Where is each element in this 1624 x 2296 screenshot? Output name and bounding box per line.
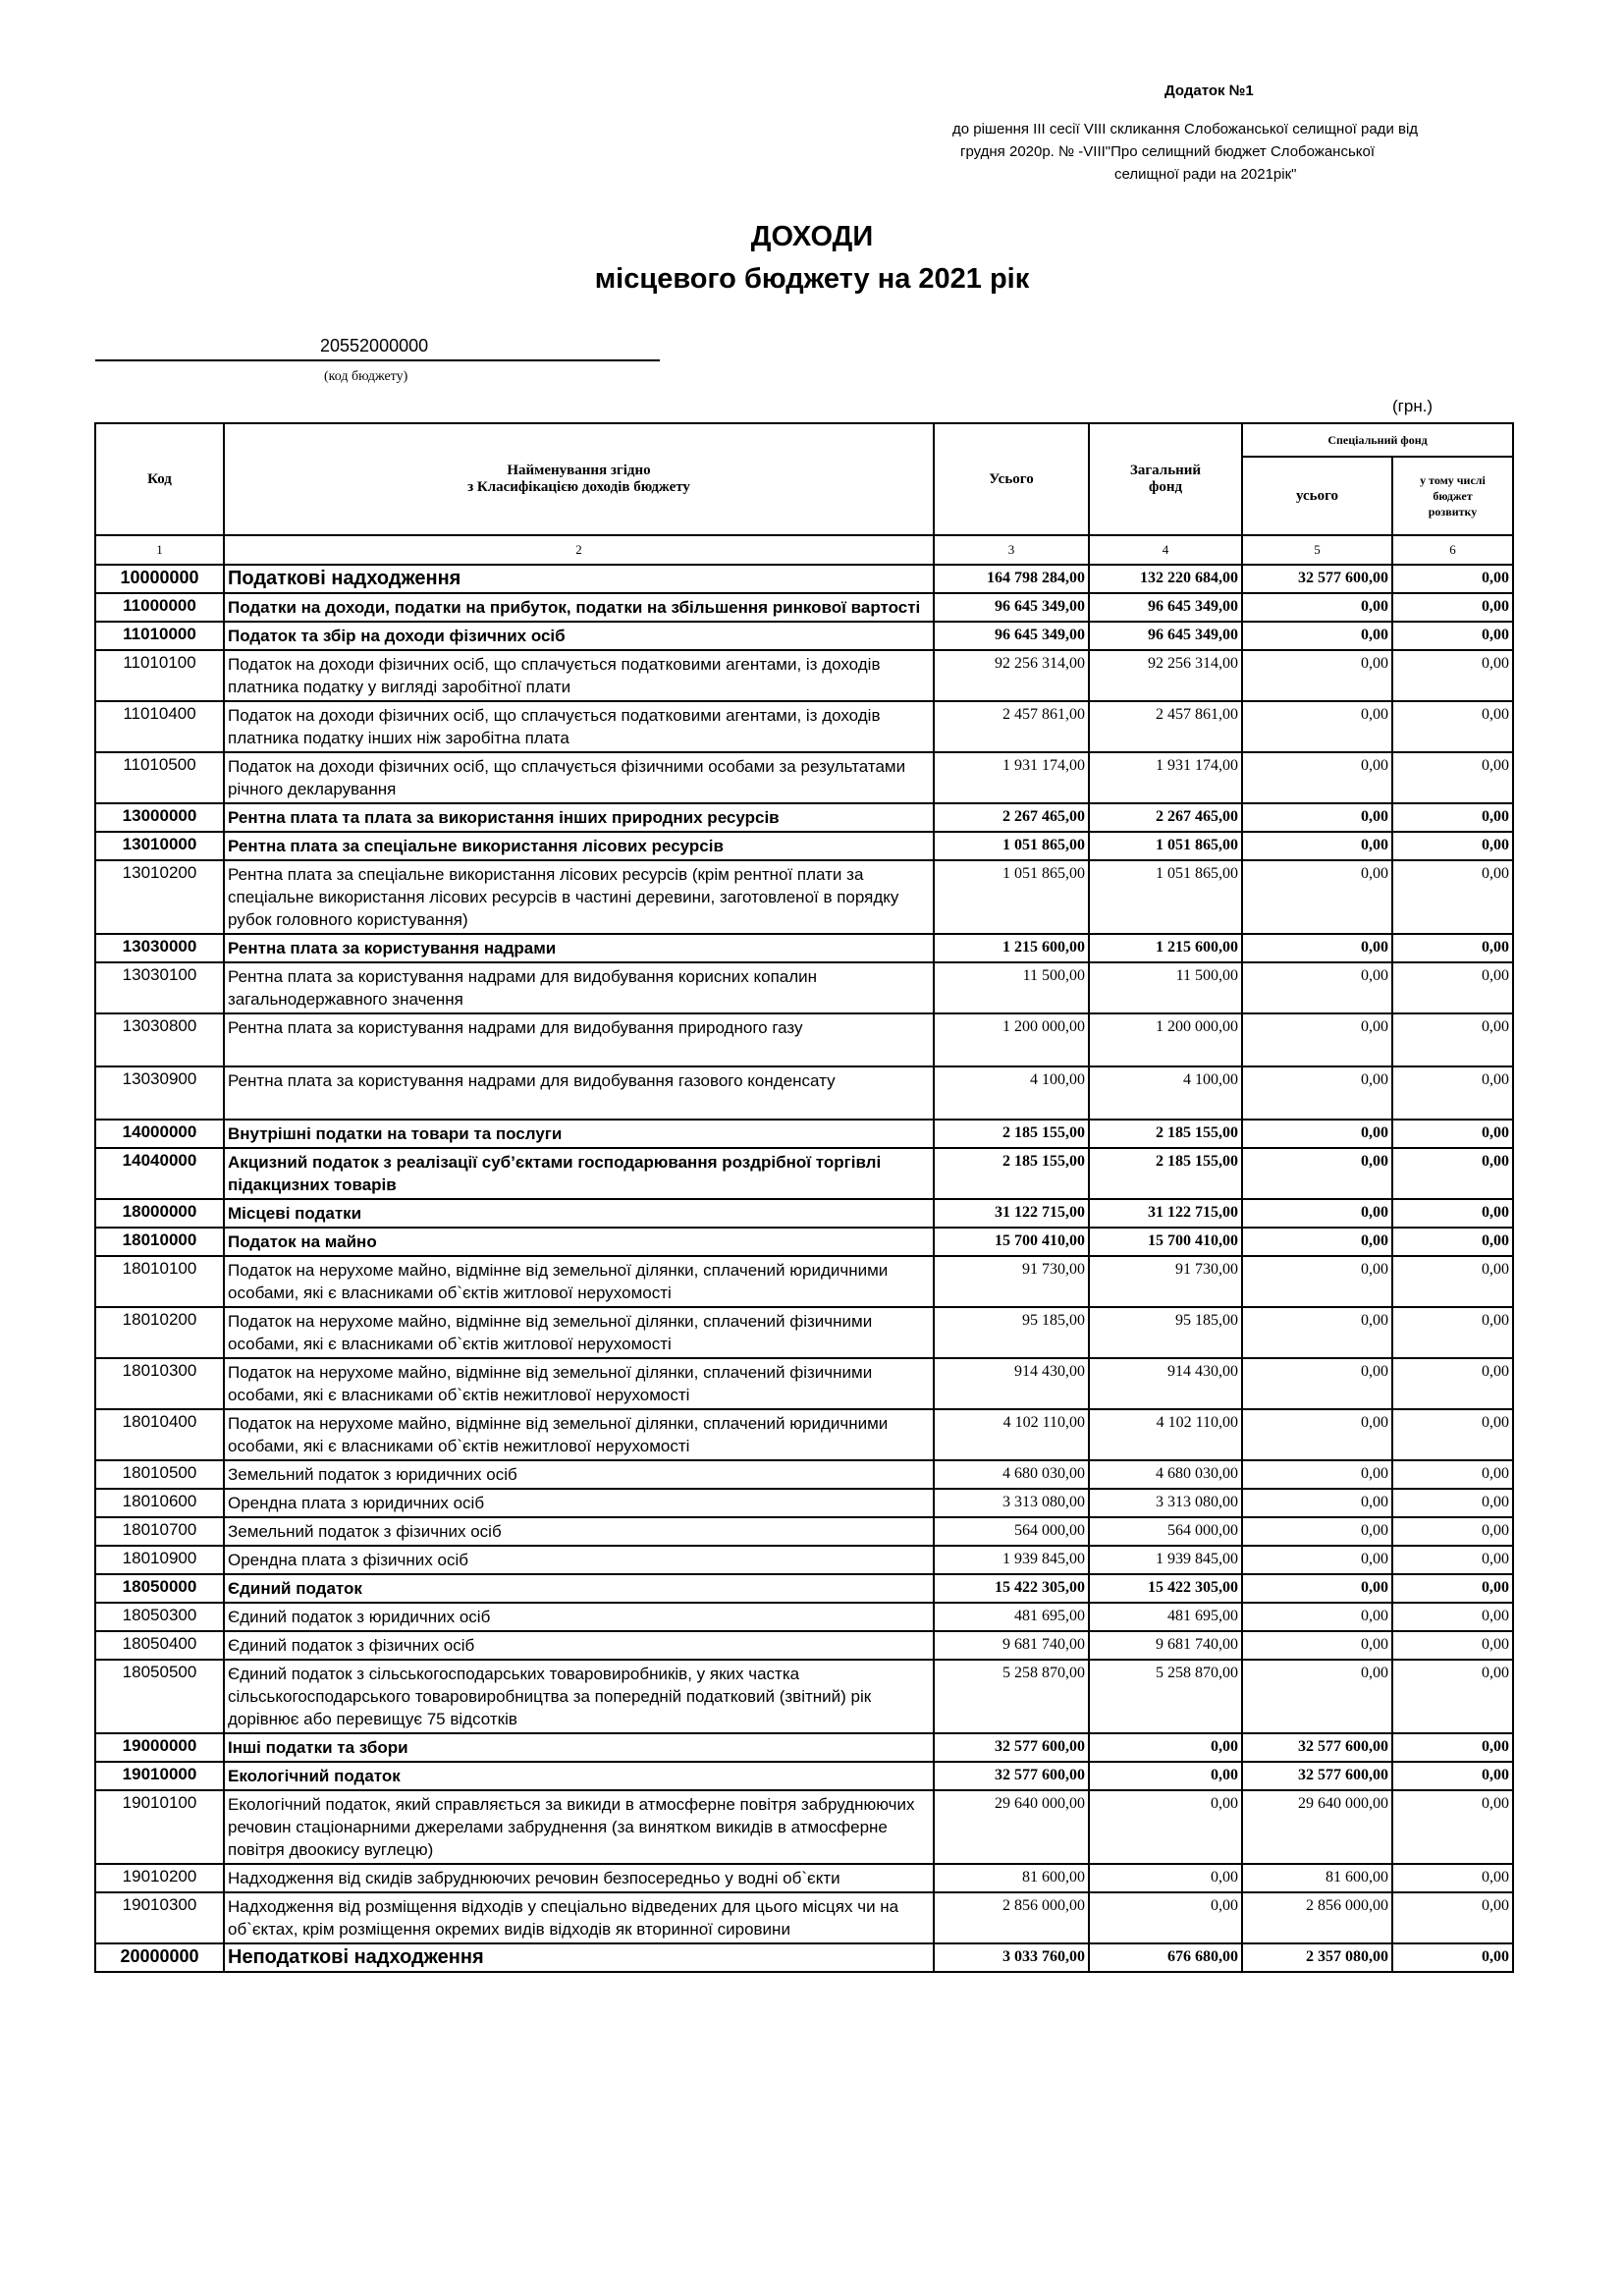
row-total: 29 640 000,00	[934, 1790, 1089, 1864]
row-code: 18010700	[95, 1517, 224, 1546]
column-number: 2	[224, 535, 934, 565]
row-development-budget: 0,00	[1392, 1517, 1513, 1546]
row-development-budget: 0,00	[1392, 650, 1513, 701]
row-total: 1 051 865,00	[934, 860, 1089, 934]
table-row	[95, 962, 1513, 1013]
table-row	[95, 622, 1513, 650]
row-special-fund: 0,00	[1242, 1307, 1392, 1358]
row-name: Єдиний податок з фізичних осіб	[224, 1631, 934, 1660]
table-row	[95, 1199, 1513, 1228]
table-row	[95, 1892, 1513, 1943]
row-code: 13030800	[95, 1013, 224, 1066]
header-code: Код	[95, 423, 224, 535]
column-number: 6	[1392, 535, 1513, 565]
row-name: Земельний податок з юридичних осіб	[224, 1460, 934, 1489]
row-general-fund: 0,00	[1089, 1790, 1242, 1864]
row-name: Екологічний податок	[224, 1762, 934, 1790]
row-development-budget: 0,00	[1392, 565, 1513, 593]
row-development-budget: 0,00	[1392, 1358, 1513, 1409]
header-development-budget	[1392, 457, 1513, 535]
row-general-fund: 564 000,00	[1089, 1517, 1242, 1546]
row-name: Рентна плата за користування надрами для видобування корисних копалин загальнодержавного значення	[224, 962, 934, 1013]
row-special-fund: 0,00	[1242, 622, 1392, 650]
header-total: Усього	[934, 423, 1089, 535]
row-name: Податки на доходи, податки на прибуток, податки на збільшення ринкової вартості	[224, 593, 934, 622]
column-number: 4	[1089, 535, 1242, 565]
row-code: 18010400	[95, 1409, 224, 1460]
row-special-fund: 0,00	[1242, 1660, 1392, 1733]
row-special-fund: 32 577 600,00	[1242, 565, 1392, 593]
row-development-budget: 0,00	[1392, 1660, 1513, 1733]
row-special-fund: 2 357 080,00	[1242, 1943, 1392, 1972]
column-number: 5	[1242, 535, 1392, 565]
row-development-budget: 0,00	[1392, 1943, 1513, 1972]
row-development-budget: 0,00	[1392, 1631, 1513, 1660]
row-name: Податок та збір на доходи фізичних осіб	[224, 622, 934, 650]
row-name: Рентна плата за спеціальне використання лісових ресурсів	[224, 832, 934, 860]
row-name: Неподаткові надходження	[224, 1943, 934, 1972]
row-special-fund: 81 600,00	[1242, 1864, 1392, 1892]
row-development-budget: 0,00	[1392, 1489, 1513, 1517]
row-total: 4 680 030,00	[934, 1460, 1089, 1489]
table-row	[95, 860, 1513, 934]
row-general-fund: 676 680,00	[1089, 1943, 1242, 1972]
row-code: 18050300	[95, 1603, 224, 1631]
row-development-budget: 0,00	[1392, 1790, 1513, 1864]
row-special-fund: 0,00	[1242, 650, 1392, 701]
header-general-fund	[1089, 423, 1242, 535]
row-special-fund: 0,00	[1242, 860, 1392, 934]
row-general-fund: 4 102 110,00	[1089, 1409, 1242, 1460]
row-name: Рентна плата за користування надрами для видобування газового конденсату	[224, 1066, 934, 1120]
row-special-fund: 0,00	[1242, 1120, 1392, 1148]
row-development-budget: 0,00	[1392, 1307, 1513, 1358]
row-code: 14000000	[95, 1120, 224, 1148]
row-special-fund: 29 640 000,00	[1242, 1790, 1392, 1864]
row-name: Внутрішні податки на товари та послуги	[224, 1120, 934, 1148]
row-total: 11 500,00	[934, 962, 1089, 1013]
row-total: 32 577 600,00	[934, 1762, 1089, 1790]
row-total: 3 033 760,00	[934, 1943, 1089, 1972]
row-total: 95 185,00	[934, 1307, 1089, 1358]
row-general-fund: 1 931 174,00	[1089, 752, 1242, 803]
row-code: 18010100	[95, 1256, 224, 1307]
header-general-line: Загальний	[1129, 463, 1202, 478]
row-code: 14040000	[95, 1148, 224, 1199]
row-development-budget: 0,00	[1392, 1733, 1513, 1762]
row-general-fund: 1 051 865,00	[1089, 832, 1242, 860]
row-total: 1 939 845,00	[934, 1546, 1089, 1574]
row-code: 19010100	[95, 1790, 224, 1864]
row-special-fund: 0,00	[1242, 1066, 1392, 1120]
row-total: 1 200 000,00	[934, 1013, 1089, 1066]
row-total: 81 600,00	[934, 1864, 1089, 1892]
table-row	[95, 1790, 1513, 1864]
column-number: 1	[95, 535, 224, 565]
row-code: 18010000	[95, 1228, 224, 1256]
row-code: 13030000	[95, 934, 224, 962]
header-special-fund: Спеціальний фонд	[1242, 423, 1513, 457]
table-row	[95, 1256, 1513, 1307]
row-total: 2 457 861,00	[934, 701, 1089, 752]
table-row	[95, 1120, 1513, 1148]
table-row	[95, 1864, 1513, 1892]
row-general-fund: 96 645 349,00	[1089, 593, 1242, 622]
row-general-fund: 1 051 865,00	[1089, 860, 1242, 934]
row-total: 9 681 740,00	[934, 1631, 1089, 1660]
revenue-table	[94, 422, 1514, 1973]
document-title: ДОХОДИ	[750, 221, 874, 252]
row-general-fund: 0,00	[1089, 1892, 1242, 1943]
row-development-budget: 0,00	[1392, 1228, 1513, 1256]
row-name: Рентна плата за користування надрами для видобування природного газу	[224, 1013, 934, 1066]
row-general-fund: 1 939 845,00	[1089, 1546, 1242, 1574]
row-code: 18050000	[95, 1574, 224, 1603]
row-special-fund: 0,00	[1242, 1489, 1392, 1517]
row-development-budget: 0,00	[1392, 803, 1513, 832]
row-total: 32 577 600,00	[934, 1733, 1089, 1762]
row-total: 164 798 284,00	[934, 565, 1089, 593]
table-row	[95, 1460, 1513, 1489]
row-total: 914 430,00	[934, 1358, 1089, 1409]
header-dev-line: розвитку	[1428, 505, 1478, 519]
row-special-fund: 0,00	[1242, 1358, 1392, 1409]
row-development-budget: 0,00	[1392, 962, 1513, 1013]
table-row	[95, 1631, 1513, 1660]
row-code: 19010000	[95, 1762, 224, 1790]
row-name: Місцеві податки	[224, 1199, 934, 1228]
row-name: Земельний податок з фізичних осіб	[224, 1517, 934, 1546]
row-special-fund: 32 577 600,00	[1242, 1733, 1392, 1762]
row-name: Податок на нерухоме майно, відмінне від земельної ділянки, сплачений фізичними особами, які є власниками об`єктів нежитлової нерухомості	[224, 1358, 934, 1409]
row-name: Єдиний податок з юридичних осіб	[224, 1603, 934, 1631]
row-total: 2 267 465,00	[934, 803, 1089, 832]
row-special-fund: 0,00	[1242, 1603, 1392, 1631]
row-code: 13010200	[95, 860, 224, 934]
row-special-fund: 2 856 000,00	[1242, 1892, 1392, 1943]
header-name-line: Найменування згідно	[507, 463, 651, 478]
row-name: Податок на доходи фізичних осіб, що сплачується податковими агентами, із доходів платника податку у вигляді заробітної плати	[224, 650, 934, 701]
row-development-budget: 0,00	[1392, 1013, 1513, 1066]
budget-code: 20552000000	[320, 336, 429, 355]
table-row	[95, 1943, 1513, 1972]
row-total: 96 645 349,00	[934, 593, 1089, 622]
row-development-budget: 0,00	[1392, 1199, 1513, 1228]
row-code: 18010500	[95, 1460, 224, 1489]
row-code: 18010300	[95, 1358, 224, 1409]
header-name-line: з Класифікацією доходів бюджету	[467, 479, 690, 495]
table-row	[95, 1574, 1513, 1603]
row-general-fund: 2 185 155,00	[1089, 1148, 1242, 1199]
row-name: Податок на доходи фізичних осіб, що сплачується фізичними особами за результатами річного декларування	[224, 752, 934, 803]
table-row	[95, 1066, 1513, 1120]
table-row	[95, 650, 1513, 701]
row-development-budget: 0,00	[1392, 832, 1513, 860]
budget-code-caption: (код бюджету)	[324, 369, 408, 384]
row-development-budget: 0,00	[1392, 593, 1513, 622]
row-total: 4 100,00	[934, 1066, 1089, 1120]
row-total: 564 000,00	[934, 1517, 1089, 1546]
row-special-fund: 0,00	[1242, 1199, 1392, 1228]
row-development-budget: 0,00	[1392, 1892, 1513, 1943]
row-development-budget: 0,00	[1392, 1120, 1513, 1148]
row-general-fund: 15 422 305,00	[1089, 1574, 1242, 1603]
row-name: Податок на доходи фізичних осіб, що сплачується податковими агентами, із доходів платника податку інших ніж заробітна плата	[224, 701, 934, 752]
row-total: 4 102 110,00	[934, 1409, 1089, 1460]
table-row	[95, 593, 1513, 622]
row-development-budget: 0,00	[1392, 1864, 1513, 1892]
row-code: 18050500	[95, 1660, 224, 1733]
row-special-fund: 0,00	[1242, 593, 1392, 622]
row-general-fund: 914 430,00	[1089, 1358, 1242, 1409]
table-row	[95, 1013, 1513, 1066]
row-name: Єдиний податок з сільськогосподарських товаровиробників, у яких частка сільськогосподарського товаровиробництва за попередній податковий (звітний) рік дорівнює або перевищує 75 відсотків	[224, 1660, 934, 1733]
row-special-fund: 0,00	[1242, 1631, 1392, 1660]
row-special-fund: 0,00	[1242, 803, 1392, 832]
row-development-budget: 0,00	[1392, 1409, 1513, 1460]
row-general-fund: 132 220 684,00	[1089, 565, 1242, 593]
row-code: 18050400	[95, 1631, 224, 1660]
row-development-budget: 0,00	[1392, 1546, 1513, 1574]
row-name: Орендна плата з фізичних осіб	[224, 1546, 934, 1574]
row-general-fund: 3 313 080,00	[1089, 1489, 1242, 1517]
budget-code-underline	[95, 359, 660, 361]
row-special-fund: 0,00	[1242, 1409, 1392, 1460]
header-name	[224, 423, 934, 535]
table-row	[95, 1148, 1513, 1199]
row-special-fund: 0,00	[1242, 1574, 1392, 1603]
row-general-fund: 92 256 314,00	[1089, 650, 1242, 701]
table-row	[95, 1517, 1513, 1546]
table-row	[95, 803, 1513, 832]
row-total: 92 256 314,00	[934, 650, 1089, 701]
row-code: 11010500	[95, 752, 224, 803]
row-code: 11010400	[95, 701, 224, 752]
row-development-budget: 0,00	[1392, 622, 1513, 650]
row-general-fund: 91 730,00	[1089, 1256, 1242, 1307]
row-general-fund: 31 122 715,00	[1089, 1199, 1242, 1228]
row-code: 18010200	[95, 1307, 224, 1358]
row-code: 11000000	[95, 593, 224, 622]
row-code: 11010100	[95, 650, 224, 701]
row-general-fund: 2 267 465,00	[1089, 803, 1242, 832]
row-special-fund: 0,00	[1242, 1013, 1392, 1066]
row-special-fund: 0,00	[1242, 752, 1392, 803]
table-row	[95, 1546, 1513, 1574]
row-total: 1 215 600,00	[934, 934, 1089, 962]
row-special-fund: 0,00	[1242, 1460, 1392, 1489]
row-total: 5 258 870,00	[934, 1660, 1089, 1733]
table-row	[95, 832, 1513, 860]
row-code: 13030900	[95, 1066, 224, 1120]
row-special-fund: 0,00	[1242, 1228, 1392, 1256]
row-name: Рентна плата за користування надрами	[224, 934, 934, 962]
row-special-fund: 0,00	[1242, 1517, 1392, 1546]
decision-line: грудня 2020р. № -VIII"Про селищний бюджет Слобожанської	[960, 143, 1376, 160]
currency-unit: (грн.)	[1392, 397, 1434, 415]
row-development-budget: 0,00	[1392, 1066, 1513, 1120]
row-code: 19010300	[95, 1892, 224, 1943]
row-general-fund: 2 185 155,00	[1089, 1120, 1242, 1148]
column-number: 3	[934, 535, 1089, 565]
row-development-budget: 0,00	[1392, 701, 1513, 752]
row-name: Податок на нерухоме майно, відмінне від земельної ділянки, сплачений юридичними особами, які є власниками об`єктів житлової нерухомості	[224, 1256, 934, 1307]
row-total: 481 695,00	[934, 1603, 1089, 1631]
row-total: 1 051 865,00	[934, 832, 1089, 860]
annex-number: Додаток №1	[1164, 82, 1254, 99]
table-row	[95, 1307, 1513, 1358]
row-development-budget: 0,00	[1392, 1148, 1513, 1199]
table-row	[95, 1358, 1513, 1409]
row-name: Екологічний податок, який справляється за викиди в атмосферне повітря забруднюючих речовин стаціонарними джерелами забруднення (за винятком викидів в атмосферне повітря двоокису вуглецю)	[224, 1790, 934, 1864]
row-code: 18010600	[95, 1489, 224, 1517]
row-name: Орендна плата з юридичних осіб	[224, 1489, 934, 1517]
row-development-budget: 0,00	[1392, 1762, 1513, 1790]
row-code: 13010000	[95, 832, 224, 860]
row-name: Єдиний податок	[224, 1574, 934, 1603]
row-development-budget: 0,00	[1392, 860, 1513, 934]
table-row	[95, 1409, 1513, 1460]
table-row	[95, 1733, 1513, 1762]
row-total: 2 856 000,00	[934, 1892, 1089, 1943]
header-dev-line: бюджет	[1433, 489, 1473, 503]
row-total: 2 185 155,00	[934, 1148, 1089, 1199]
table-row	[95, 1228, 1513, 1256]
row-general-fund: 0,00	[1089, 1733, 1242, 1762]
row-total: 15 422 305,00	[934, 1574, 1089, 1603]
row-general-fund: 4 100,00	[1089, 1066, 1242, 1120]
table-row	[95, 1660, 1513, 1733]
row-general-fund: 15 700 410,00	[1089, 1228, 1242, 1256]
row-development-budget: 0,00	[1392, 1256, 1513, 1307]
decision-line: селищної ради на 2021рік"	[1114, 166, 1297, 183]
table-row	[95, 1603, 1513, 1631]
row-general-fund: 9 681 740,00	[1089, 1631, 1242, 1660]
row-general-fund: 1 215 600,00	[1089, 934, 1242, 962]
row-name: Податок на майно	[224, 1228, 934, 1256]
row-general-fund: 0,00	[1089, 1864, 1242, 1892]
row-name: Надходження від розміщення відходів у спеціально відведених для цього місцях чи на об`єктах, крім розміщення окремих видів відходів як вторинної сировини	[224, 1892, 934, 1943]
row-total: 2 185 155,00	[934, 1120, 1089, 1148]
row-name: Податок на нерухоме майно, відмінне від земельної ділянки, сплачений фізичними особами, які є власниками об`єктів житлової нерухомості	[224, 1307, 934, 1358]
row-code: 19010200	[95, 1864, 224, 1892]
row-name: Акцизний податок з реалізації суб’єктами господарювання роздрібної торгівлі підакцизних товарів	[224, 1148, 934, 1199]
decision-line: до рішення ІІІ сесії VIII скликання Слобожанської селищної ради від	[952, 121, 1419, 137]
header-dev-line: у тому числі	[1420, 473, 1486, 487]
row-code: 20000000	[95, 1943, 224, 1972]
row-total: 91 730,00	[934, 1256, 1089, 1307]
row-development-budget: 0,00	[1392, 752, 1513, 803]
row-development-budget: 0,00	[1392, 934, 1513, 962]
row-name: Рентна плата за спеціальне використання лісових ресурсів (крім рентної плати за спеціальне використання лісових ресурсів в частині деревини, заготовленої в порядку рубок головного користування)	[224, 860, 934, 934]
header-general-line: фонд	[1148, 479, 1183, 495]
row-special-fund: 0,00	[1242, 1256, 1392, 1307]
row-name: Податкові надходження	[224, 565, 934, 593]
row-development-budget: 0,00	[1392, 1574, 1513, 1603]
row-special-fund: 0,00	[1242, 962, 1392, 1013]
row-special-fund: 0,00	[1242, 934, 1392, 962]
row-special-fund: 32 577 600,00	[1242, 1762, 1392, 1790]
table-row	[95, 1762, 1513, 1790]
row-general-fund: 4 680 030,00	[1089, 1460, 1242, 1489]
row-total: 96 645 349,00	[934, 622, 1089, 650]
header-special-total: усього	[1242, 457, 1392, 535]
table-row	[95, 701, 1513, 752]
table-row	[95, 934, 1513, 962]
row-name: Податок на нерухоме майно, відмінне від земельної ділянки, сплачений юридичними особами, які є власниками об`єктів нежитлової нерухомості	[224, 1409, 934, 1460]
row-general-fund: 1 200 000,00	[1089, 1013, 1242, 1066]
row-total: 15 700 410,00	[934, 1228, 1089, 1256]
row-code: 19000000	[95, 1733, 224, 1762]
row-development-budget: 0,00	[1392, 1603, 1513, 1631]
row-total: 1 931 174,00	[934, 752, 1089, 803]
row-total: 3 313 080,00	[934, 1489, 1089, 1517]
row-general-fund: 95 185,00	[1089, 1307, 1242, 1358]
row-code: 13030100	[95, 962, 224, 1013]
row-total: 31 122 715,00	[934, 1199, 1089, 1228]
table-row	[95, 565, 1513, 593]
row-general-fund: 0,00	[1089, 1762, 1242, 1790]
row-general-fund: 5 258 870,00	[1089, 1660, 1242, 1733]
row-code: 10000000	[95, 565, 224, 593]
row-code: 18000000	[95, 1199, 224, 1228]
row-general-fund: 96 645 349,00	[1089, 622, 1242, 650]
row-special-fund: 0,00	[1242, 832, 1392, 860]
row-special-fund: 0,00	[1242, 1148, 1392, 1199]
row-name: Надходження від скидів забруднюючих речовин безпосередньо у водні об`єкти	[224, 1864, 934, 1892]
row-special-fund: 0,00	[1242, 701, 1392, 752]
row-general-fund: 2 457 861,00	[1089, 701, 1242, 752]
row-code: 18010900	[95, 1546, 224, 1574]
row-code: 11010000	[95, 622, 224, 650]
row-general-fund: 11 500,00	[1089, 962, 1242, 1013]
row-code: 13000000	[95, 803, 224, 832]
table-row	[95, 1489, 1513, 1517]
row-name: Інші податки та збори	[224, 1733, 934, 1762]
row-development-budget: 0,00	[1392, 1460, 1513, 1489]
decision-reference	[952, 118, 1542, 186]
row-name: Рентна плата та плата за використання інших природних ресурсів	[224, 803, 934, 832]
table-row	[95, 752, 1513, 803]
row-special-fund: 0,00	[1242, 1546, 1392, 1574]
document-subtitle: місцевого бюджету на 2021 рік	[594, 263, 1030, 295]
row-general-fund: 481 695,00	[1089, 1603, 1242, 1631]
